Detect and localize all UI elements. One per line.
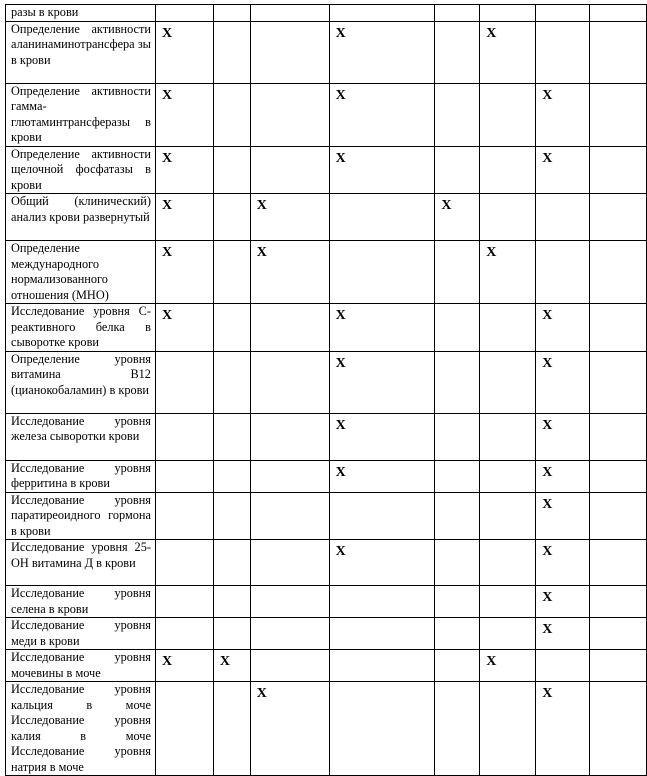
mark [590, 618, 646, 623]
mark [480, 84, 535, 89]
mark [156, 493, 213, 498]
mark-cell [435, 618, 480, 650]
mark: X [161, 245, 173, 260]
mark-cell [213, 650, 250, 682]
mark-cell [435, 586, 480, 618]
mark-cell [480, 21, 536, 83]
mark [435, 84, 479, 89]
mark: X [542, 590, 553, 605]
mark-cell [480, 540, 536, 586]
table-row [6, 460, 647, 492]
mark-cell [590, 304, 647, 352]
mark-cell [329, 194, 435, 241]
mark [435, 493, 479, 498]
mark [480, 304, 535, 309]
mark [480, 682, 535, 687]
test-name-cell: Определение активности гамма-глютаминтрансферазы в крови [6, 83, 156, 146]
mark [480, 5, 535, 10]
mark: X [335, 25, 346, 41]
mark [435, 586, 479, 591]
mark: X [542, 87, 553, 103]
table-row [6, 682, 647, 776]
mark [480, 493, 535, 498]
mark: X [161, 308, 173, 323]
mark [251, 461, 329, 466]
mark [214, 84, 250, 89]
mark-cell [329, 618, 435, 650]
mark: X [441, 198, 452, 213]
mark-cell [590, 351, 647, 413]
mark-cell [155, 413, 213, 460]
mark-cell [155, 5, 213, 22]
mark-cell [435, 650, 480, 682]
test-name-cell: Определение активности аланинаминотрансфера зы в крови [6, 21, 156, 83]
mark: X [335, 544, 346, 559]
mark [536, 650, 589, 655]
test-name-cell: Общий (клинический) анализ крови развернутый [6, 194, 156, 241]
mark-cell [536, 21, 590, 83]
mark-cell [155, 304, 213, 352]
mark [536, 5, 589, 10]
table-row [6, 194, 647, 241]
mark-cell [435, 413, 480, 460]
mark-cell [155, 682, 213, 776]
mark-cell [250, 241, 329, 304]
mark-cell [213, 146, 250, 194]
test-name-cell: Исследование уровня меди в крови [6, 618, 156, 650]
test-name-cell: Исследование уровня селена в крови [6, 586, 156, 618]
mark-cell [590, 618, 647, 650]
table-row [6, 83, 647, 146]
mark [214, 22, 250, 27]
mark [435, 540, 479, 545]
mark [590, 352, 646, 357]
mark [251, 650, 329, 655]
mark: X [219, 654, 230, 669]
mark-cell [590, 83, 647, 146]
mark-cell [213, 194, 250, 241]
test-name-cell: Исследование уровня паратиреоидного гормона в крови [6, 492, 156, 540]
mark [435, 461, 479, 466]
table-row [6, 5, 647, 22]
mark-cell [480, 146, 536, 194]
mark-cell [155, 194, 213, 241]
mark [156, 682, 213, 687]
mark-cell [250, 460, 329, 492]
mark [330, 493, 435, 498]
mark-cell [213, 21, 250, 83]
mark: X [161, 25, 173, 41]
test-name-cell: разы в крови [6, 5, 156, 22]
mark [330, 194, 435, 199]
test-name-cell: Определение уровня витамина В12 (цианокобаламин) в крови [6, 351, 156, 413]
mark [435, 682, 479, 687]
mark-cell [435, 83, 480, 146]
mark [214, 586, 250, 591]
mark: X [542, 544, 553, 559]
mark-cell [213, 492, 250, 540]
test-name-cell: Исследование уровня мочевины в моче [6, 650, 156, 682]
mark-cell [480, 304, 536, 352]
mark-cell [155, 83, 213, 146]
mark-cell [250, 650, 329, 682]
mark [330, 618, 435, 623]
test-name-cell: Исследование уровня кальция в моче Исследование уровня калия в моче Исследование уровня натрия в моче [6, 682, 156, 776]
mark [480, 147, 535, 152]
mark [251, 304, 329, 309]
mark-cell [213, 460, 250, 492]
mark: X [542, 464, 553, 480]
mark [435, 22, 479, 27]
mark-cell [590, 241, 647, 304]
mark-cell [155, 351, 213, 413]
mark [214, 5, 250, 10]
mark-cell [329, 83, 435, 146]
mark [590, 414, 646, 419]
mark-cell [250, 682, 329, 776]
mark-cell [213, 304, 250, 352]
test-name-cell: Исследование уровня С-реактивного белка в сыворотке крови [6, 304, 156, 352]
mark: X [256, 245, 267, 260]
mark-cell [590, 194, 647, 241]
mark [156, 618, 213, 623]
mark-cell [536, 146, 590, 194]
mark-cell [155, 618, 213, 650]
mark: X [161, 198, 173, 213]
mark: X [161, 654, 173, 669]
mark-cell [435, 146, 480, 194]
mark-cell [435, 540, 480, 586]
mark [435, 352, 479, 357]
test-name-cell: Исследование уровня ферритина в крови [6, 460, 156, 492]
mark-cell [435, 21, 480, 83]
mark [251, 586, 329, 591]
mark-cell [329, 5, 435, 22]
mark-cell [329, 492, 435, 540]
mark-cell [155, 241, 213, 304]
mark [214, 194, 250, 199]
mark [156, 352, 213, 357]
mark [214, 618, 250, 623]
mark-cell [250, 413, 329, 460]
mark-cell [250, 5, 329, 22]
mark-cell [536, 194, 590, 241]
mark-cell [480, 682, 536, 776]
mark-cell [536, 83, 590, 146]
mark [156, 414, 213, 419]
table-row [6, 351, 647, 413]
mark [590, 650, 646, 655]
mark [480, 540, 535, 545]
mark [480, 194, 535, 199]
mark: X [256, 198, 267, 213]
mark-cell [480, 194, 536, 241]
mark: X [486, 245, 497, 260]
mark-cell [435, 460, 480, 492]
mark-cell [480, 413, 536, 460]
mark: X [335, 417, 346, 433]
mark-cell [250, 146, 329, 194]
mark: X [542, 417, 553, 433]
mark: X [256, 686, 267, 701]
table-row [6, 618, 647, 650]
mark [435, 241, 479, 246]
mark-cell [213, 618, 250, 650]
mark-cell [329, 586, 435, 618]
mark [330, 586, 435, 591]
mark [330, 241, 435, 246]
mark-cell [155, 492, 213, 540]
mark [590, 586, 646, 591]
mark-cell [155, 146, 213, 194]
mark [480, 414, 535, 419]
mark: X [335, 355, 346, 371]
mark-cell [536, 351, 590, 413]
lab-tests-table [5, 4, 647, 776]
mark [214, 414, 250, 419]
mark-cell [480, 241, 536, 304]
mark-cell [480, 5, 536, 22]
mark [330, 650, 435, 655]
mark [590, 22, 646, 27]
mark: X [542, 496, 553, 512]
mark-cell [590, 413, 647, 460]
mark-cell [213, 5, 250, 22]
mark [214, 241, 250, 246]
mark-cell [213, 540, 250, 586]
table-row [6, 540, 647, 586]
mark-cell [155, 21, 213, 83]
mark [590, 147, 646, 152]
mark [156, 586, 213, 591]
mark-cell [329, 413, 435, 460]
mark [251, 540, 329, 545]
mark-cell [480, 650, 536, 682]
mark [435, 618, 479, 623]
mark [251, 352, 329, 357]
mark-cell [590, 21, 647, 83]
mark-cell [250, 304, 329, 352]
mark [590, 194, 646, 199]
mark-cell [480, 460, 536, 492]
table-row [6, 650, 647, 682]
mark [590, 682, 646, 687]
mark: X [335, 308, 346, 323]
test-name-cell: Исследование уровня железа сыворотки крови [6, 413, 156, 460]
mark-cell [329, 241, 435, 304]
mark-cell [480, 83, 536, 146]
table-row [6, 304, 647, 352]
mark [536, 194, 589, 199]
test-name-cell: Определение международного нормализованного отношения (МНО) [6, 241, 156, 304]
mark [156, 540, 213, 545]
mark-cell [213, 586, 250, 618]
mark: X [335, 87, 346, 103]
mark-cell [590, 460, 647, 492]
mark: X [542, 686, 553, 701]
mark-cell [329, 460, 435, 492]
mark [214, 304, 250, 309]
mark [590, 461, 646, 466]
table-row [6, 586, 647, 618]
mark-cell [250, 492, 329, 540]
mark [536, 241, 589, 246]
mark-cell [329, 21, 435, 83]
mark-cell [536, 241, 590, 304]
mark-cell [329, 146, 435, 194]
mark-cell [590, 146, 647, 194]
mark-cell [213, 351, 250, 413]
test-name-cell: Определение активности щелочной фосфатазы в крови [6, 146, 156, 194]
mark-cell [536, 540, 590, 586]
mark-cell [536, 650, 590, 682]
mark [480, 586, 535, 591]
mark: X [542, 308, 553, 323]
mark [590, 540, 646, 545]
mark [590, 5, 646, 10]
mark [214, 682, 250, 687]
mark [251, 22, 329, 27]
mark: X [542, 150, 553, 166]
table-row [6, 413, 647, 460]
mark-cell [590, 586, 647, 618]
mark-cell [590, 650, 647, 682]
mark-cell [435, 304, 480, 352]
mark-cell [480, 618, 536, 650]
mark [590, 241, 646, 246]
mark-cell [213, 83, 250, 146]
mark-cell [536, 586, 590, 618]
mark [214, 352, 250, 357]
mark-cell [250, 586, 329, 618]
mark [330, 5, 435, 10]
mark: X [486, 25, 497, 41]
mark-cell [250, 21, 329, 83]
mark-cell [329, 540, 435, 586]
mark-cell [536, 304, 590, 352]
mark [480, 618, 535, 623]
mark: X [486, 654, 497, 669]
mark-cell [329, 650, 435, 682]
table-row [6, 21, 647, 83]
mark [214, 147, 250, 152]
mark [435, 5, 479, 10]
mark [590, 493, 646, 498]
mark-cell [536, 460, 590, 492]
mark [251, 84, 329, 89]
mark [251, 147, 329, 152]
mark-cell [155, 650, 213, 682]
mark-cell [590, 540, 647, 586]
mark [214, 540, 250, 545]
mark [435, 304, 479, 309]
mark-cell [480, 586, 536, 618]
mark-cell [155, 540, 213, 586]
test-name-cell: Исследование уровня 25-ОН витамина Д в крови [6, 540, 156, 586]
mark-cell [213, 682, 250, 776]
mark-cell [435, 492, 480, 540]
mark [251, 5, 329, 10]
mark-cell [435, 682, 480, 776]
mark: X [161, 87, 173, 103]
mark [480, 461, 535, 466]
mark-cell [250, 618, 329, 650]
mark [251, 618, 329, 623]
mark: X [542, 622, 553, 637]
mark [590, 84, 646, 89]
mark: X [335, 150, 346, 166]
mark-cell [536, 618, 590, 650]
table-row [6, 492, 647, 540]
mark-cell [590, 682, 647, 776]
mark [251, 414, 329, 419]
table-row [6, 241, 647, 304]
mark-cell [590, 5, 647, 22]
mark: X [161, 150, 173, 166]
mark-cell [250, 351, 329, 413]
mark-cell [155, 586, 213, 618]
mark-cell [536, 682, 590, 776]
mark [590, 304, 646, 309]
mark: X [542, 355, 553, 371]
mark-cell [480, 492, 536, 540]
mark-cell [435, 5, 480, 22]
mark: X [335, 464, 346, 480]
mark-cell [435, 194, 480, 241]
mark [435, 414, 479, 419]
mark-cell [536, 413, 590, 460]
mark-cell [155, 460, 213, 492]
mark-cell [329, 351, 435, 413]
table-body [6, 5, 647, 776]
mark-cell [536, 5, 590, 22]
mark-cell [435, 351, 480, 413]
mark [251, 493, 329, 498]
mark [214, 493, 250, 498]
mark-cell [480, 351, 536, 413]
mark-cell [213, 241, 250, 304]
mark [330, 682, 435, 687]
mark-cell [213, 413, 250, 460]
mark [435, 650, 479, 655]
mark [214, 461, 250, 466]
mark-cell [250, 540, 329, 586]
mark-cell [250, 194, 329, 241]
mark-cell [250, 83, 329, 146]
mark [156, 5, 213, 10]
mark-cell [329, 304, 435, 352]
mark [480, 352, 535, 357]
mark [156, 461, 213, 466]
mark-cell [590, 492, 647, 540]
mark-cell [329, 682, 435, 776]
mark-cell [536, 492, 590, 540]
mark-cell [435, 241, 480, 304]
table-row [6, 146, 647, 194]
mark [536, 22, 589, 27]
mark [435, 147, 479, 152]
